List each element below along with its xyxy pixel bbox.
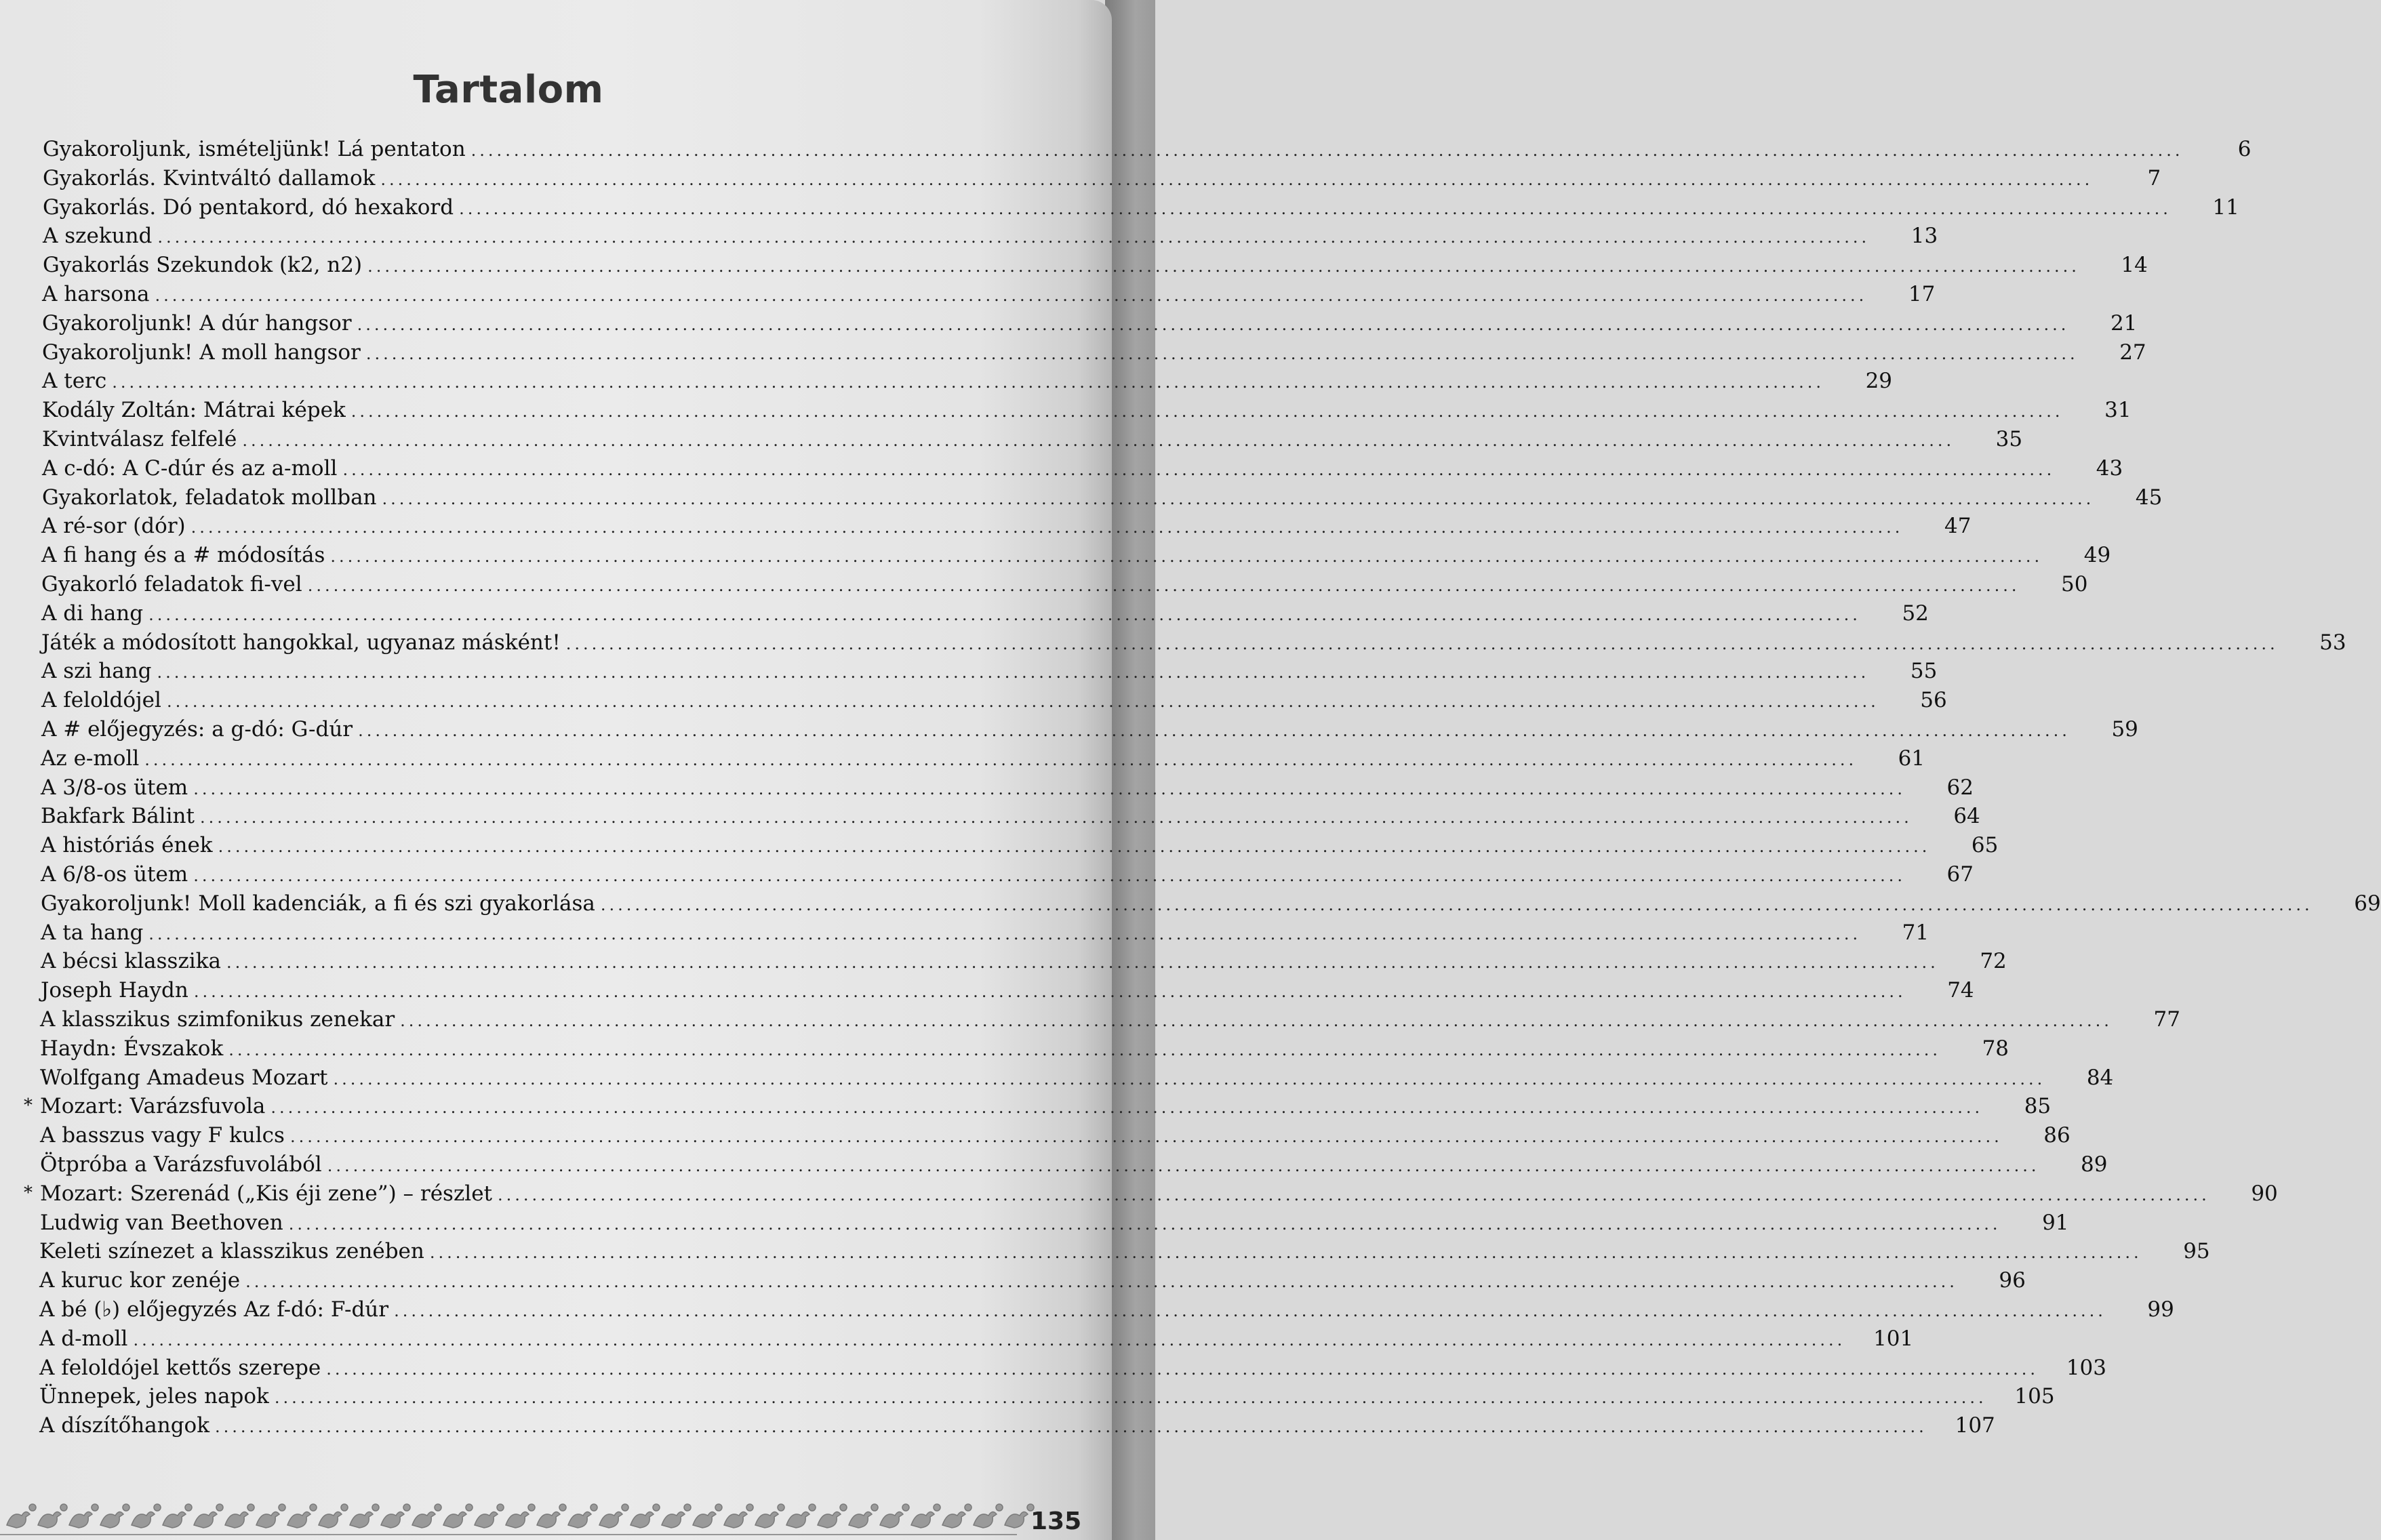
entry-page-number: 65 xyxy=(1971,833,1999,858)
flower-ornament xyxy=(871,1504,878,1511)
entry-title: A c-dó: A C-dúr és az a-moll xyxy=(42,455,338,481)
dot-leader: ........................................................................................................................................................................................................ xyxy=(274,1388,1987,1408)
toc-entry xyxy=(41,746,1925,773)
toc-entry xyxy=(42,427,2023,454)
entry-page-number: 50 xyxy=(2061,572,2088,596)
entry-page-number: 29 xyxy=(1865,369,1893,394)
toc-entry xyxy=(43,224,1938,251)
toc-entry xyxy=(39,1355,2106,1383)
toc-entry xyxy=(24,1094,2052,1121)
entry-page-number: 14 xyxy=(2121,253,2148,278)
toc-entry xyxy=(40,1065,2114,1093)
dot-leader: ........................................................................................................................................................................................................ xyxy=(157,663,1870,683)
bird-ornament xyxy=(319,1512,342,1528)
entry-title: A históriás ének xyxy=(41,833,213,858)
toc-entry xyxy=(39,1239,2210,1266)
entry-title: Keleti színezet a klasszikus zenében xyxy=(39,1239,424,1264)
entry-title: A szekund xyxy=(43,224,153,249)
dot-leader: ........................................................................................................................................................................................................ xyxy=(148,605,1861,624)
toc-entry xyxy=(42,282,1936,309)
dot-leader: ........................................................................................................................................................................................................ xyxy=(191,518,1904,538)
page-title: Tartalom xyxy=(413,68,604,112)
dot-leader: ........................................................................................................................................................................................................ xyxy=(193,779,1906,798)
entry-asterisk: * xyxy=(24,1182,33,1203)
dot-leader: ........................................................................................................................................................................................................ xyxy=(471,141,2184,160)
dot-leader: ........................................................................................................................................................................................................ xyxy=(498,1185,2210,1204)
toc-entry xyxy=(41,891,2381,918)
dot-leader: ........................................................................................................................................................................................................ xyxy=(382,489,2095,508)
entry-page-number: 53 xyxy=(2319,630,2346,655)
flower-ornament xyxy=(715,1504,722,1511)
bird-ornament xyxy=(412,1512,435,1528)
flower-ornament xyxy=(372,1504,379,1511)
bird-ornament xyxy=(381,1512,404,1528)
flower-ornament xyxy=(965,1504,972,1511)
bird-ornament xyxy=(880,1512,903,1528)
dot-leader: ........................................................................................................................................................................................................ xyxy=(157,228,1870,247)
entry-page-number: 72 xyxy=(1980,949,2007,974)
entry-page-number: 62 xyxy=(1946,775,1974,800)
dot-leader: ........................................................................................................................................................................................................ xyxy=(394,1301,2106,1320)
entry-title: A feloldójel xyxy=(41,688,161,713)
entry-page-number: 17 xyxy=(1908,282,1936,306)
toc-entry xyxy=(41,833,1999,860)
dot-leader: ........................................................................................................................................................................................................ xyxy=(133,1330,1846,1350)
toc-entry xyxy=(41,920,1929,948)
flower-ornament xyxy=(154,1504,161,1511)
entry-title: A fi hang és a # módosítás xyxy=(41,543,325,568)
entry-page-number: 96 xyxy=(1999,1268,2026,1293)
entry-page-number: 67 xyxy=(1946,862,1974,887)
toc-entry xyxy=(41,514,1972,541)
entry-title: A ré-sor (dór) xyxy=(41,514,186,539)
bird-ornament xyxy=(506,1512,529,1528)
toc-entry xyxy=(41,601,1929,628)
entry-page-number: 45 xyxy=(2135,485,2163,510)
flower-ornament xyxy=(809,1504,816,1511)
bird-ornament xyxy=(1005,1512,1028,1528)
flower-ornament xyxy=(435,1504,441,1511)
dot-leader: ........................................................................................................................................................................................................ xyxy=(288,1214,2001,1234)
entry-page-number: 77 xyxy=(2153,1007,2180,1032)
entry-title: A 3/8-os ütem xyxy=(41,775,188,800)
entry-page-number: 21 xyxy=(2110,310,2138,336)
dot-leader: ........................................................................................................................................................................................................ xyxy=(148,924,1862,944)
entry-title: Játék a módosított hangokkal, ugyanaz másként! xyxy=(41,630,561,655)
entry-title: Mozart: Szerenád („Kis éji zene”) – részlet xyxy=(40,1181,492,1206)
entry-title: A klasszikus szimfonikus zenekar xyxy=(40,1007,395,1032)
bird-ornament xyxy=(287,1512,311,1528)
entry-title: Mozart: Varázsfuvola xyxy=(40,1094,266,1119)
entry-page-number: 35 xyxy=(1995,427,2023,451)
entry-title: A basszus vagy F kulcs xyxy=(40,1123,285,1148)
toc-entry xyxy=(41,804,1980,831)
toc-entry xyxy=(42,485,2163,512)
bird-ornament xyxy=(69,1512,92,1528)
dot-leader: ........................................................................................................................................................................................................ xyxy=(214,1417,1927,1437)
dot-leader: ........................................................................................................................................................................................................ xyxy=(429,1243,2142,1263)
toc-entry xyxy=(41,543,2111,570)
bird-ornament xyxy=(7,1512,30,1528)
dot-leader: ........................................................................................................................................................................................................ xyxy=(358,721,2070,740)
entry-page-number: 11 xyxy=(2212,195,2239,220)
bird-ornament xyxy=(475,1512,498,1528)
entry-title: Kvintválasz felfelé xyxy=(42,427,237,451)
flower-ornament xyxy=(684,1504,691,1511)
flower-ornament xyxy=(403,1504,410,1511)
entry-title: Gyakorlás Szekundok (k2, n2) xyxy=(43,253,363,278)
toc-entry xyxy=(41,775,1974,803)
entry-page-number: 71 xyxy=(1902,920,1929,945)
dot-leader: ........................................................................................................................................................................................................ xyxy=(365,344,2079,363)
entry-title: Ötpróba a Varázsfuvolából xyxy=(40,1152,322,1177)
toc-entry xyxy=(41,630,2346,657)
flower-ornament xyxy=(746,1504,753,1511)
toc-entry xyxy=(42,340,2146,367)
entry-page-number: 43 xyxy=(2096,455,2123,481)
bird-ornament xyxy=(911,1512,934,1528)
dot-leader: ........................................................................................................................................................................................................ xyxy=(326,1359,2039,1379)
flower-ornament xyxy=(840,1504,847,1511)
dot-leader: ........................................................................................................................................................................................................ xyxy=(289,1127,2003,1147)
dot-leader: ........................................................................................................................................................................................................ xyxy=(199,808,1913,828)
dot-leader: ........................................................................................................................................................................................................ xyxy=(600,895,2313,914)
flower-ornament xyxy=(247,1504,254,1511)
flower-ornament xyxy=(29,1504,36,1511)
entry-page-number: 95 xyxy=(2183,1239,2210,1264)
entry-page-number: 61 xyxy=(1898,746,1925,771)
toc-entry xyxy=(41,949,2007,976)
bird-ornament xyxy=(693,1512,716,1528)
dot-leader: ........................................................................................................................................................................................................ xyxy=(271,1098,1984,1118)
entry-title: Gyakoroljunk! A dúr hangsor xyxy=(42,310,352,336)
dot-leader: ........................................................................................................................................................................................................ xyxy=(330,547,2043,567)
bird-ornament xyxy=(786,1512,809,1528)
bird-ornament xyxy=(350,1512,373,1528)
entry-title: Ünnepek, jeles napok xyxy=(39,1384,269,1409)
bird-ornament xyxy=(132,1512,155,1528)
entry-title: Gyakoroljunk! A moll hangsor xyxy=(42,340,361,365)
entry-title: Kodály Zoltán: Mátrai képek xyxy=(42,398,346,423)
entry-page-number: 84 xyxy=(2086,1065,2114,1090)
dot-leader: ........................................................................................................................................................................................................ xyxy=(193,866,1906,885)
flower-ornament xyxy=(341,1504,348,1511)
entry-title: A ta hang xyxy=(41,920,144,945)
toc-entry xyxy=(41,572,2088,599)
entry-title: Gyakoroljunk! Moll kadenciák, a fi és szi gyakorlása xyxy=(41,891,595,916)
dot-leader: ........................................................................................................................................................................................................ xyxy=(166,692,1879,712)
bird-ornament xyxy=(974,1512,997,1528)
toc-entry xyxy=(41,862,1974,889)
toc-entry xyxy=(24,1181,2278,1209)
entry-title: A terc xyxy=(42,369,107,394)
entry-page-number: 69 xyxy=(2354,891,2381,916)
toc-entry xyxy=(40,1152,2108,1179)
entry-page-number: 52 xyxy=(1902,601,1929,626)
entry-title: A harsona xyxy=(42,282,150,306)
bird-ornament xyxy=(755,1512,778,1528)
dot-leader: ........................................................................................................................................................................................................ xyxy=(357,315,2070,334)
bird-ornament xyxy=(849,1512,872,1528)
flower-ornament xyxy=(622,1504,628,1511)
page-number: 135 xyxy=(1031,1507,1082,1535)
flower-ornament xyxy=(497,1504,504,1511)
entry-title: Bakfark Bálint xyxy=(41,804,195,829)
entry-title: Gyakorló feladatok fi-vel xyxy=(41,572,302,596)
dot-leader: ........................................................................................................................................................................................................ xyxy=(242,431,1955,450)
bird-ornament xyxy=(662,1512,685,1528)
toc-entry xyxy=(42,455,2123,483)
toc-entry xyxy=(40,1036,2009,1063)
toc-entry xyxy=(42,398,2132,425)
flower-ornament xyxy=(902,1504,909,1511)
toc-entry xyxy=(41,659,1938,686)
flower-ornament xyxy=(279,1504,285,1511)
decorative-border xyxy=(0,1498,1017,1537)
entry-title: A di hang xyxy=(41,601,144,626)
toc-entry xyxy=(39,1326,1914,1354)
dot-leader: ........................................................................................................................................................................................................ xyxy=(351,402,2064,422)
bird-ornament xyxy=(818,1512,841,1528)
toc-entry xyxy=(39,1297,2174,1324)
toc-entry xyxy=(43,253,2148,280)
bird-ornament xyxy=(163,1512,186,1528)
entry-page-number: 64 xyxy=(1953,804,1980,829)
entry-page-number: 103 xyxy=(2066,1355,2106,1380)
toc-entry xyxy=(43,137,2252,164)
toc-entry xyxy=(41,978,1974,1005)
entry-page-number: 56 xyxy=(1920,688,1947,713)
entry-title: Az e-moll xyxy=(41,746,140,771)
dot-leader: ........................................................................................................................................................................................................ xyxy=(342,460,2056,479)
bird-ornament xyxy=(443,1512,466,1528)
entry-page-number: 6 xyxy=(2237,137,2252,161)
entry-page-number: 7 xyxy=(2147,165,2161,190)
entry-page-number: 13 xyxy=(1910,224,1938,249)
bird-ornament xyxy=(100,1512,123,1528)
entry-page-number: 59 xyxy=(2111,717,2138,742)
flower-ornament xyxy=(653,1504,660,1511)
toc-entry xyxy=(39,1384,2055,1411)
toc-entry xyxy=(39,1268,2026,1295)
bird-ornament xyxy=(724,1512,747,1528)
toc-entry xyxy=(43,195,2239,222)
flower-ornament xyxy=(559,1504,566,1511)
entry-title: A díszítőhangok xyxy=(39,1413,209,1438)
entry-title: Gyakoroljunk, ismételjünk! Lá pentaton xyxy=(43,137,466,161)
dot-leader: ........................................................................................................................................................................................................ xyxy=(193,982,1906,1002)
entry-title: Haydn: Évszakok xyxy=(40,1036,224,1061)
entry-page-number: 86 xyxy=(2043,1123,2070,1148)
dot-leader: ........................................................................................................................................................................................................ xyxy=(400,1011,2113,1030)
entry-page-number: 74 xyxy=(1947,978,1974,1003)
dot-leader: ........................................................................................................................................................................................................ xyxy=(112,373,1825,392)
entry-title: A kuruc kor zenéje xyxy=(39,1268,241,1293)
entry-title: A d-moll xyxy=(39,1326,128,1351)
dot-leader: ........................................................................................................................................................................................................ xyxy=(380,169,2094,189)
dot-leader: ........................................................................................................................................................................................................ xyxy=(218,837,1931,857)
entry-page-number: 47 xyxy=(1944,514,1972,539)
entry-title: Gyakorlás. Dó pentakord, dó hexakord xyxy=(43,195,454,220)
flower-ornament xyxy=(528,1504,535,1511)
entry-page-number: 55 xyxy=(1910,659,1938,684)
dot-leader: ........................................................................................................................................................................................................ xyxy=(226,953,1939,973)
entry-page-number: 78 xyxy=(1982,1036,2009,1061)
flower-ornament xyxy=(996,1504,1003,1511)
toc-entry xyxy=(40,1123,2070,1150)
flower-ornament xyxy=(934,1504,940,1511)
entry-title: A 6/8-os ütem xyxy=(41,862,188,887)
dot-leader: ........................................................................................................................................................................................................ xyxy=(155,286,1868,305)
flower-ornament xyxy=(123,1504,129,1511)
flower-ornament xyxy=(466,1504,473,1511)
entry-title: A bécsi klasszika xyxy=(41,949,221,974)
flower-ornament xyxy=(185,1504,192,1511)
bird-ornament xyxy=(194,1512,217,1528)
dot-leader: ........................................................................................................................................................................................................ xyxy=(245,1272,1958,1292)
dot-leader: ........................................................................................................................................................................................................ xyxy=(367,257,2080,277)
entry-title: A bé (♭) előjegyzés Az f-dó: F-dúr xyxy=(39,1297,389,1322)
entry-title: A # előjegyzés: a g-dó: G-dúr xyxy=(41,717,353,742)
dot-leader: ........................................................................................................................................................................................................ xyxy=(459,199,2172,218)
bird-ornament xyxy=(568,1512,591,1528)
entry-asterisk: * xyxy=(24,1095,33,1116)
entry-page-number: 101 xyxy=(1873,1326,1914,1351)
flower-ornament xyxy=(310,1504,317,1511)
entry-page-number: 105 xyxy=(2014,1384,2055,1409)
toc-entry xyxy=(40,1007,2180,1034)
toc-entry xyxy=(41,688,1947,715)
entry-page-number: 49 xyxy=(2083,543,2111,568)
entry-page-number: 27 xyxy=(2119,340,2146,365)
entry-page-number: 90 xyxy=(2251,1181,2278,1206)
dot-leader: ........................................................................................................................................................................................................ xyxy=(307,576,2020,595)
dot-leader: ........................................................................................................................................................................................................ xyxy=(327,1156,2040,1175)
toc-entry xyxy=(42,310,2138,338)
flower-ornament xyxy=(591,1504,597,1511)
toc-entry xyxy=(41,717,2138,744)
flower-ornament xyxy=(778,1504,784,1511)
entry-title: Gyakorlás. Kvintváltó dallamok xyxy=(43,165,376,190)
bird-ornament xyxy=(537,1512,560,1528)
entry-title: A szi hang xyxy=(41,659,152,684)
toc-entry xyxy=(39,1413,1995,1440)
bird-ornament xyxy=(256,1512,279,1528)
toc-entry xyxy=(43,165,2161,193)
entry-page-number: 85 xyxy=(2024,1094,2052,1119)
bird-ornament xyxy=(38,1512,61,1528)
flower-ornament xyxy=(92,1504,98,1511)
entry-title: Ludwig van Beethoven xyxy=(40,1210,283,1235)
bird-ornament xyxy=(599,1512,622,1528)
dot-leader: ........................................................................................................................................................................................................ xyxy=(565,634,2279,653)
entry-title: Gyakorlatok, feladatok mollban xyxy=(42,485,377,510)
entry-page-number: 91 xyxy=(2042,1210,2069,1235)
dot-leader: ........................................................................................................................................................................................................ xyxy=(144,750,1858,769)
toc-entry xyxy=(42,369,1893,396)
flower-ornament xyxy=(216,1504,223,1511)
entry-page-number: 99 xyxy=(2147,1297,2174,1322)
entry-title: Joseph Haydn xyxy=(41,978,188,1003)
entry-page-number: 89 xyxy=(2081,1152,2108,1177)
bird-ornament xyxy=(942,1512,965,1528)
toc-entry xyxy=(40,1210,2069,1238)
dot-leader: ........................................................................................................................................................................................................ xyxy=(333,1069,2046,1089)
entry-page-number: 31 xyxy=(2104,398,2132,423)
entry-page-number: 107 xyxy=(1955,1413,1995,1438)
bird-ornament xyxy=(631,1512,654,1528)
entry-title: Wolfgang Amadeus Mozart xyxy=(40,1065,328,1090)
entry-title: A feloldójel kettős szerepe xyxy=(39,1355,321,1380)
flower-ornament xyxy=(60,1504,67,1511)
bird-ornament xyxy=(225,1512,248,1528)
dot-leader: ........................................................................................................................................................................................................ xyxy=(228,1040,1942,1059)
